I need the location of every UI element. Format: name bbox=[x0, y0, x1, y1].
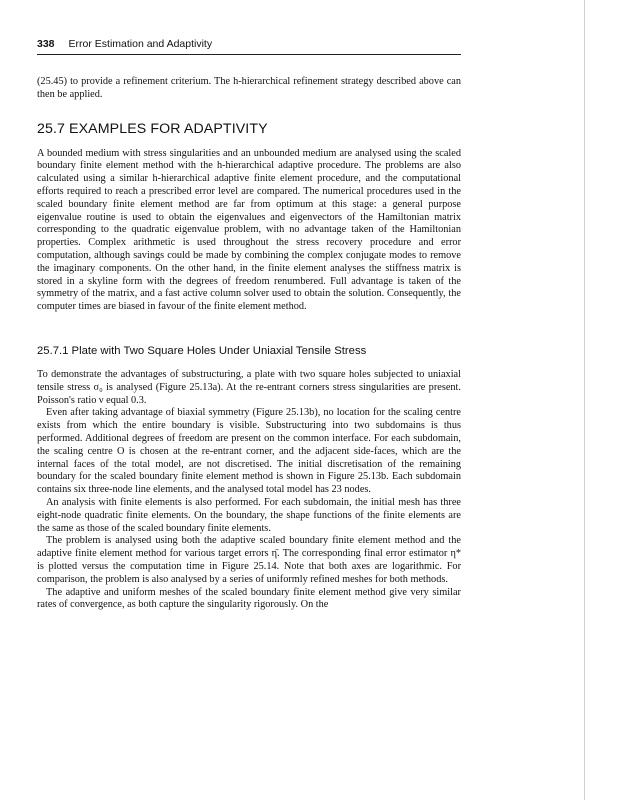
running-title: Error Estimation and Adaptivity bbox=[68, 38, 213, 50]
book-page bbox=[37, 38, 461, 612]
body-paragraph: Even after taking advantage of biaxial symmetry (Figure 25.13b), no location for the scaling centre exists from which the entire boundary is visible. Substructuring into two subdomains is thus performed. Additional degrees of freedom are present on the common interface. For each subdomain, the scaling centre O is chosen at the re-entrant corner, and the adjacent side-faces, which are the internal faces of the total model, are not discretised. The initial discretisation of the remaining boundary for the scaled boundary finite element method is shown in Figure 25.13b. Each subdomain contains six three-node line elements, and the analysed total model has 23 nodes. bbox=[37, 407, 461, 496]
body-paragraph: The problem is analysed using both the adaptive scaled boundary finite element method and the adaptive finite element method for various target errors η̄. The corresponding final error estimator η* is plotted versus the computation time in Figure 25.14. Note that both axes are logarithmic. For comparison, the problem is also analysed by a series of uniformly refined meshes for both methods. bbox=[37, 535, 461, 585]
section-paragraph: A bounded medium with stress singularities and an unbounded medium are analysed using the scaled boundary finite element method with the h-hierarchical adaptive procedure. The problems are also calculated using a similar h-hierarchical adaptive finite element procedure, and the computational efforts required to reach a prescribed error level are compared. The numerical procedures used in the scaled boundary finite element method are far from optimum at this stage: a general purpose eigenvalue routine is used to obtain the eigenvalues and eigenvectors of the Hamiltonian matrix corresponding to the quadratic eigenvalue problem, with no advantage taken of the Hamiltonian properties. Complex arithmetic is used throughout the stress recovery procedure and error computation, although savings could be made by combining the complex conjugate modes to remove the imaginary components. On the other hand, in the finite element analyses the stiffness matrix is stored in a skyline form with the degrees of freedom renumbered. Full advantage is taken of the symmetry of the matrix, and a fast active column solver used to obtain the solution. Consequently, the computer times are biased in favour of the finite element method. bbox=[37, 147, 461, 313]
page-number: 338 bbox=[37, 38, 55, 50]
intro-paragraph: (25.45) to provide a refinement criterium. The h-hierarchical refinement strategy described above can then be applied. bbox=[37, 76, 461, 100]
subsection-heading: 25.7.1 Plate with Two Square Holes Under Uniaxial Tensile Stress bbox=[37, 344, 367, 357]
page-edge-line bbox=[584, 0, 585, 800]
body-paragraph: An analysis with finite elements is also performed. For each subdomain, the initial mesh has three eight-node quadratic finite elements. On the boundary, the shape functions of the finite elements are the same as those of the scaled boundary finite elements. bbox=[37, 496, 461, 534]
body-paragraph: The adaptive and uniform meshes of the scaled boundary finite element method give very similar rates of convergence, as both capture the singularity rigorously. On the bbox=[37, 586, 461, 611]
running-header bbox=[37, 38, 461, 55]
section-heading: 25.7 EXAMPLES FOR ADAPTIVITY bbox=[37, 120, 268, 137]
body-paragraph: To demonstrate the advantages of substructuring, a plate with two square holes subjected to uniaxial tensile stress σ₀ is analysed (Figure 25.13a). At the re-entrant corners stress singularities are present. Poisson's ratio ν equal 0.3. bbox=[37, 368, 461, 406]
